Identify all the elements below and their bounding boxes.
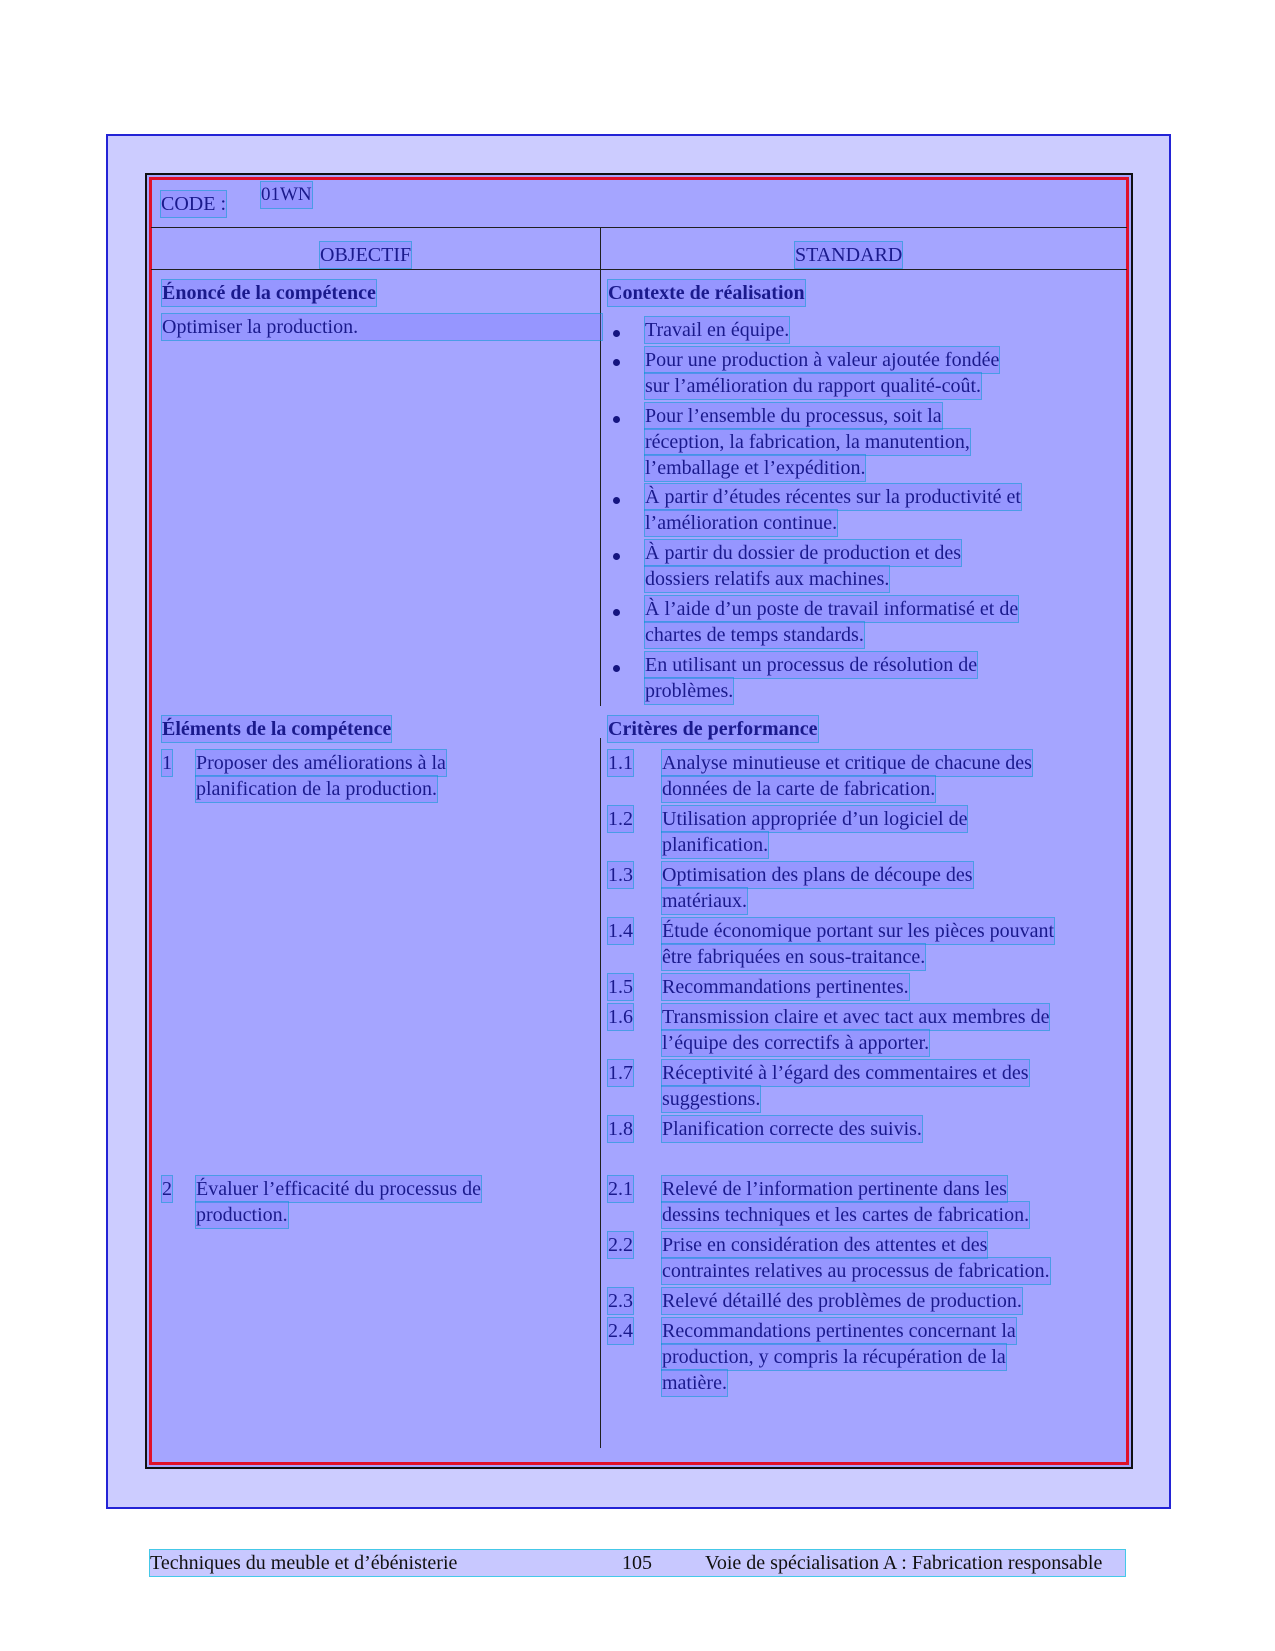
criterion-number: 1.3 xyxy=(608,864,633,886)
criterion-text: Réceptivité à l’égard des commentaires et des xyxy=(662,1062,1029,1084)
context-line: À partir du dossier de production et des xyxy=(645,542,962,564)
criterion-number: 1.6 xyxy=(608,1006,633,1028)
criterion-number: 1.5 xyxy=(608,976,633,998)
element-number: 2 xyxy=(162,1178,172,1200)
element-text: planification de la production. xyxy=(196,778,438,800)
criterion-number: 1.7 xyxy=(608,1062,633,1084)
context-line: l’amélioration continue. xyxy=(645,512,838,534)
footer-page-number: 105 xyxy=(622,1552,652,1574)
criteria-heading: Critères de performance xyxy=(608,718,818,740)
bullet-icon xyxy=(613,665,620,672)
context-line: problèmes. xyxy=(645,680,734,702)
bullet-icon xyxy=(613,416,620,423)
bullet-icon xyxy=(613,609,620,616)
criterion-text: planification. xyxy=(662,834,769,856)
bullet-icon xyxy=(613,330,620,337)
column-header-objectif: OBJECTIF xyxy=(320,244,412,266)
context-line: À l’aide d’un poste de travail informatisé et de xyxy=(645,598,1019,620)
element-number: 1 xyxy=(162,752,172,774)
context-line: En utilisant un processus de résolution de xyxy=(645,654,978,676)
context-heading: Contexte de réalisation xyxy=(608,282,805,304)
criterion-number: 1.1 xyxy=(608,752,633,774)
context-line: sur l’amélioration du rapport qualité-coût. xyxy=(645,375,982,397)
context-line: réception, la fabrication, la manutention, xyxy=(645,431,970,453)
context-line: Pour une production à valeur ajoutée fondée xyxy=(645,349,1000,371)
criterion-text: dessins techniques et les cartes de fabrication. xyxy=(662,1204,1030,1226)
criterion-text: Recommandations pertinentes. xyxy=(662,976,909,998)
criterion-text: Prise en considération des attentes et des xyxy=(662,1234,988,1256)
element-text: Évaluer l’efficacité du processus de xyxy=(196,1178,482,1200)
criterion-text: être fabriquées en sous-traitance. xyxy=(662,946,926,968)
criterion-text: Recommandations pertinentes concernant la xyxy=(662,1320,1016,1342)
bullet-icon xyxy=(613,359,620,366)
element-text: Proposer des améliorations à la xyxy=(196,752,446,774)
criterion-text: matière. xyxy=(662,1372,727,1394)
context-line: dossiers relatifs aux machines. xyxy=(645,568,890,590)
element-text: production. xyxy=(196,1204,288,1226)
criterion-text: Planification correcte des suivis. xyxy=(662,1118,922,1140)
criterion-text: Transmission claire et avec tact aux membres de xyxy=(662,1006,1050,1028)
criterion-text: Relevé de l’information pertinente dans les xyxy=(662,1178,1007,1200)
context-line: À partir d’études récentes sur la productivité et xyxy=(645,486,1021,508)
criterion-text: Utilisation appropriée d’un logiciel de xyxy=(662,808,968,830)
criterion-text: matériaux. xyxy=(662,890,747,912)
criterion-text: suggestions. xyxy=(662,1088,761,1110)
code-value: 01WN xyxy=(261,182,312,208)
criterion-text: l’équipe des correctifs à apporter. xyxy=(662,1032,930,1054)
criterion-number: 1.2 xyxy=(608,808,633,830)
column-header-standard: STANDARD xyxy=(795,244,903,266)
code-label: CODE : xyxy=(161,193,226,215)
footer-specialization: Voie de spécialisation A : Fabrication responsable xyxy=(705,1552,1103,1574)
criterion-number: 1.8 xyxy=(608,1118,633,1140)
context-line: Pour l’ensemble du processus, soit la xyxy=(645,405,942,427)
criterion-number: 1.4 xyxy=(608,920,633,942)
column-divider-top xyxy=(600,228,601,706)
competency-statement: Optimiser la production. xyxy=(162,314,602,340)
elements-heading: Éléments de la compétence xyxy=(162,718,392,740)
context-line: l’emballage et l’expédition. xyxy=(645,457,866,479)
criterion-text: production, y compris la récupération de la xyxy=(662,1346,1006,1368)
criterion-number: 2.4 xyxy=(608,1320,633,1342)
criterion-number: 2.1 xyxy=(608,1178,633,1200)
criterion-number: 2.2 xyxy=(608,1234,633,1256)
criterion-text: Relevé détaillé des problèmes de production. xyxy=(662,1290,1022,1312)
bullet-icon xyxy=(613,553,620,560)
bullet-icon xyxy=(613,497,620,504)
criterion-text: Optimisation des plans de découpe des xyxy=(662,864,973,886)
column-divider-bottom xyxy=(600,738,601,1448)
footer-program-title: Techniques du meuble et d’ébénisterie xyxy=(150,1552,458,1574)
criterion-number: 2.3 xyxy=(608,1290,633,1312)
criterion-text: Étude économique portant sur les pièces pouvant xyxy=(662,920,1055,942)
page-footer xyxy=(150,1550,1125,1576)
statement-heading: Énoncé de la compétence xyxy=(162,282,376,304)
context-line: chartes de temps standards. xyxy=(645,624,864,646)
header-divider xyxy=(151,227,1127,228)
column-header-divider xyxy=(151,269,1127,270)
criterion-text: Analyse minutieuse et critique de chacune des xyxy=(662,752,1032,774)
criterion-text: données de la carte de fabrication. xyxy=(662,778,936,800)
criterion-text: contraintes relatives au processus de fabrication. xyxy=(662,1260,1050,1282)
context-line: Travail en équipe. xyxy=(645,319,790,341)
